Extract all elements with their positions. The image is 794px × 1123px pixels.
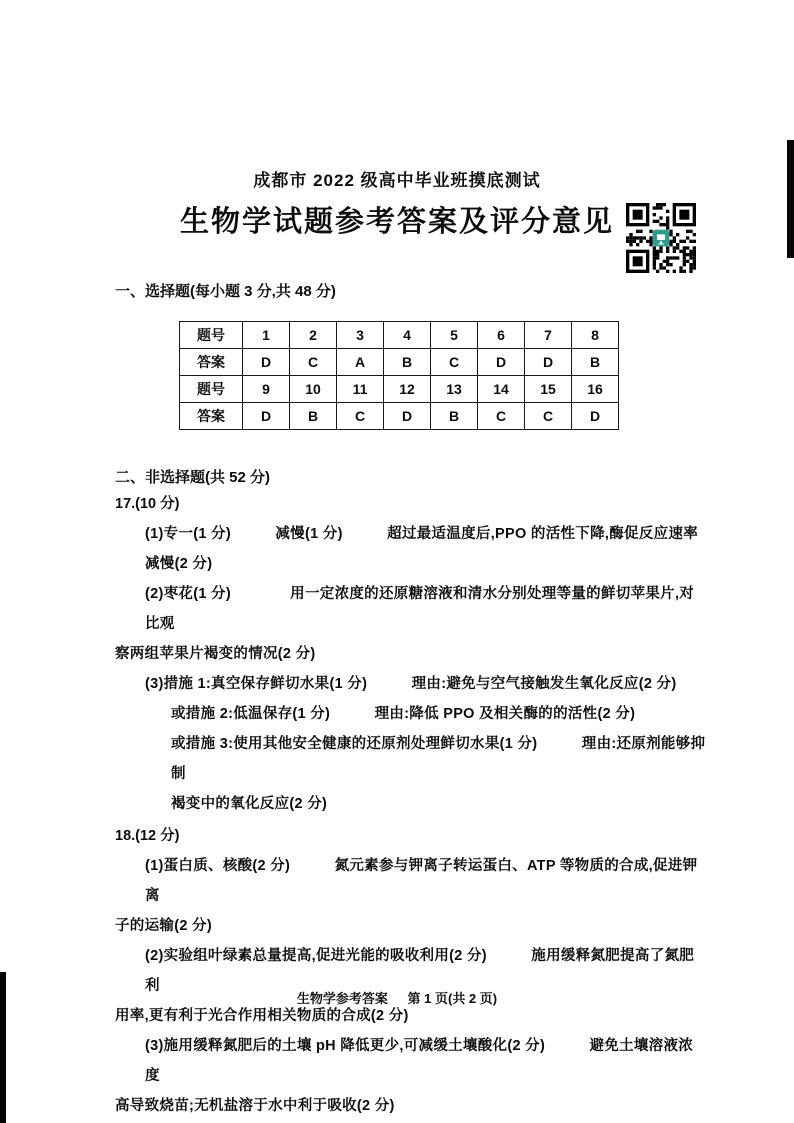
answer-cell: B xyxy=(572,349,619,376)
q17-answer-line: (2)枣花(1 分) 用一定浓度的还原糖溶液和清水分别处理等量的鲜切苹果片,对比观 xyxy=(145,586,695,632)
answer-cell: D xyxy=(243,403,290,430)
q17-answer-line: (1)专一(1 分) 减慢(1 分) 超过最适温度后,PPO 的活性下降,酶促反应速率减慢(2 分) xyxy=(145,526,699,572)
q17-answer-line: 或措施 3:使用其他安全健康的还原剂处理鲜切水果(1 分) 理由:还原剂能够抑制 xyxy=(171,736,706,782)
table-row xyxy=(180,349,619,376)
question-number-cell: 5 xyxy=(431,322,478,349)
question-number-cell: 3 xyxy=(337,322,384,349)
q17-answer-line: 褐变中的氧化反应(2 分) xyxy=(171,796,328,812)
answer-cell: B xyxy=(431,403,478,430)
q18-answer-line: (1)蛋白质、核酸(2 分) 氮元素参与钾离子转运蛋白、ATP 等物质的合成,促进钾离 xyxy=(145,858,698,904)
question-18-title: 18.(12 分) xyxy=(115,828,180,844)
answer-cell: C xyxy=(478,403,525,430)
answer-cell: B xyxy=(290,403,337,430)
section1-heading: 一、选择题(每小题 3 分,共 48 分) xyxy=(115,283,336,300)
page-footer xyxy=(0,988,794,1007)
question-number-cell: 10 xyxy=(290,376,337,403)
question-17-block xyxy=(115,489,706,819)
q18-answer-line: (3)施用缓释氮肥后的土壤 pH 降低更少,可减缓土壤酸化(2 分) 避免土壤溶液浓度 xyxy=(145,1038,694,1084)
answer-cell: A xyxy=(337,349,384,376)
q17-answer-line: 或措施 2:低温保存(1 分) 理由:降低 PPO 及相关酶的的活性(2 分) xyxy=(171,706,636,722)
question-number-cell: 11 xyxy=(337,376,384,403)
question-number-cell: 2 xyxy=(290,322,337,349)
question-number-cell: 15 xyxy=(525,376,572,403)
answer-cell: C xyxy=(290,349,337,376)
question-17-title: 17.(10 分) xyxy=(115,496,180,512)
answer-cell: C xyxy=(431,349,478,376)
row-label: 答案 xyxy=(180,349,243,376)
question-number-cell: 13 xyxy=(431,376,478,403)
answer-cell: D xyxy=(478,349,525,376)
section2-heading: 二、非选择题(共 52 分) xyxy=(115,469,271,486)
page-title: 生物学试题参考答案及评分意见 xyxy=(179,206,614,238)
question-number-cell: 8 xyxy=(572,322,619,349)
question-number-cell: 16 xyxy=(572,376,619,403)
question-number-cell: 7 xyxy=(525,322,572,349)
q18-answer-line: (2)实验组叶绿素总量提高,促进光能的吸收利用(2 分) 施用缓释氮肥提高了氮肥利 xyxy=(145,948,695,994)
question-number-cell: 14 xyxy=(478,376,525,403)
question-number-cell: 4 xyxy=(384,322,431,349)
scan-artifact-right xyxy=(787,140,794,258)
answer-cell: D xyxy=(525,349,572,376)
row-label: 答案 xyxy=(180,403,243,430)
q18-answer-line: 用率,更有利于光合作用相关物质的合成(2 分) xyxy=(115,1008,409,1024)
question-18-block xyxy=(115,821,706,1121)
footer-doc-label: 生物学参考答案 xyxy=(296,991,388,1006)
question-number-cell: 9 xyxy=(243,376,290,403)
q17-answer-line: (3)措施 1:真空保存鲜切水果(1 分) 理由:避免与空气接触发生氧化反应(2 分) xyxy=(145,676,677,692)
answer-cell: D xyxy=(243,349,290,376)
exam-header-title: 成都市 2022 级高中毕业班摸底测试 xyxy=(253,171,541,190)
question-number-cell: 12 xyxy=(384,376,431,403)
q18-answer-line: 子的运输(2 分) xyxy=(115,918,212,934)
question-number-cell: 1 xyxy=(243,322,290,349)
qr-code xyxy=(626,203,696,273)
footer-page-number: 第 1 页(共 2 页) xyxy=(407,991,498,1006)
table-row xyxy=(180,403,619,430)
q18-answer-line: 高导致烧苗;无机盐溶于水中利于吸收(2 分) xyxy=(115,1098,395,1114)
answer-cell: D xyxy=(572,403,619,430)
answer-cell: C xyxy=(525,403,572,430)
row-label: 题号 xyxy=(180,322,243,349)
table-row xyxy=(180,376,619,403)
table-row xyxy=(180,322,619,349)
answer-cell: D xyxy=(384,403,431,430)
answer-cell: C xyxy=(337,403,384,430)
answer-table xyxy=(179,321,619,430)
row-label: 题号 xyxy=(180,376,243,403)
q17-answer-line: 察两组苹果片褐变的情况(2 分) xyxy=(115,646,316,662)
question-number-cell: 6 xyxy=(478,322,525,349)
answer-cell: B xyxy=(384,349,431,376)
